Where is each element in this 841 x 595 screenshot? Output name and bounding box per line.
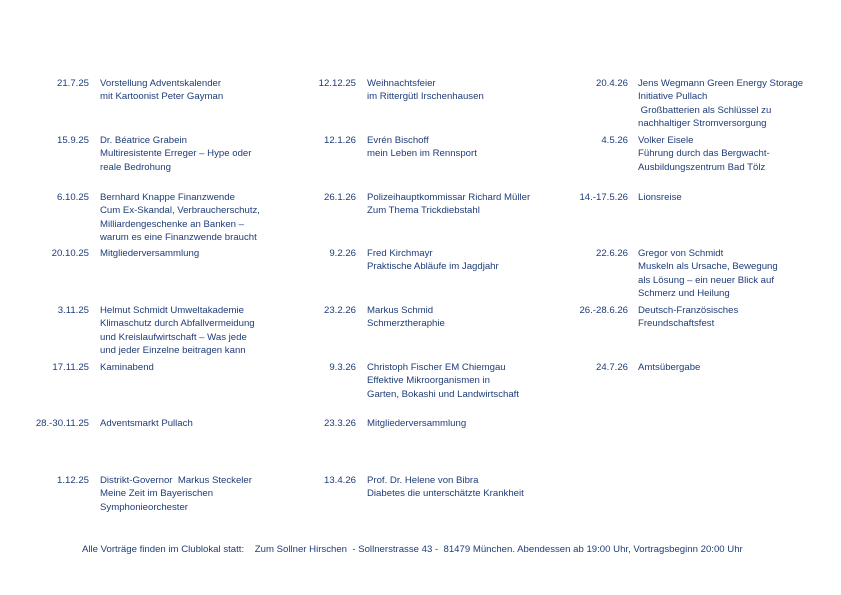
- event-date: 20.10.25: [51, 248, 89, 259]
- event-date: 17.11.25: [52, 362, 89, 373]
- event-date: 1.12.25: [56, 475, 89, 486]
- event-date: 3.11.25: [57, 305, 89, 316]
- event-date: 22.6.26: [595, 248, 628, 259]
- event-date: 13.4.26: [323, 475, 356, 486]
- event-date: 20.4.26: [595, 78, 628, 89]
- event-description: Markus Schmid Schmerztheraphie: [367, 305, 445, 330]
- event-description: Volker Eisele Führung durch das Bergwacht- Ausbildungszentrum Bad Tölz: [638, 135, 770, 173]
- event-date: 26.-28.6.26: [579, 305, 628, 316]
- event-description: Lionsreise: [638, 192, 682, 203]
- event-description: Bernhard Knappe Finanzwende Cum Ex-Skandal, Verbraucherschutz, Milliardengeschenke an Banken – warum es eine Finanzwende braucht: [100, 192, 260, 244]
- event-description: Jens Wegmann Green Energy Storage Initiative Pullach Großbatterien als Schlüssel zu nachhaltiger Stromversorgung: [638, 78, 804, 130]
- event-description: Adventsmarkt Pullach: [100, 418, 193, 429]
- event-description: Prof. Dr. Helene von Bibra Diabetes die unterschätzte Krankheit: [367, 475, 524, 500]
- event-description: Fred Kirchmayr Praktische Abläufe im Jagdjahr: [367, 248, 499, 273]
- event-description: Christoph Fischer EM Chiemgau Effektive Mikroorganismen in Garten, Bokashi und Landwirtschaft: [367, 362, 519, 400]
- event-description: Kaminabend: [100, 362, 154, 373]
- event-date: 9.2.26: [329, 248, 356, 259]
- event-date: 26.1.26: [323, 192, 356, 203]
- event-date: 23.2.26: [323, 305, 356, 316]
- event-description: Gregor von Schmidt Muskeln als Ursache, Bewegung als Lösung – ein neuer Blick auf Schmerz und Heilung: [638, 248, 778, 300]
- event-date: 15.9.25: [56, 135, 89, 146]
- event-date: 9.3.26: [329, 362, 356, 373]
- event-description: Helmut Schmidt Umweltakademie Klimaschutz durch Abfallvermeidung und Kreislaufwirtschaft – Was jede und jeder Einzelne beitragen kann: [100, 305, 255, 357]
- event-description: Vorstellung Adventskalender mit Kartoonist Peter Gayman: [100, 78, 224, 103]
- event-description: Dr. Béatrice Grabein Multiresistente Erreger – Hype oder reale Bedrohung: [100, 135, 252, 173]
- event-date: 28.-30.11.25: [35, 418, 89, 429]
- event-date: 12.1.26: [323, 135, 356, 146]
- event-date: 24.7.26: [595, 362, 628, 373]
- event-description: Mitgliederversammlung: [100, 248, 200, 259]
- event-description: Polizeihauptkommissar Richard Müller Zum Thema Trickdiebstahl: [367, 192, 531, 217]
- event-date: 6.10.25: [56, 192, 89, 203]
- event-date: 14.-17.5.26: [579, 192, 628, 203]
- event-description: Evrén Bischoff mein Leben im Rennsport: [367, 135, 477, 160]
- event-date: 4.5.26: [601, 135, 628, 146]
- event-description: Mitgliederversammlung: [367, 418, 467, 429]
- event-description: Distrikt-Governor Markus Steckeler Meine Zeit im Bayerischen Symphonieorchester: [100, 475, 252, 513]
- event-description: Weihnachtsfeier im Rittergütl Irschenhausen: [367, 78, 484, 103]
- event-date: 21.7.25: [56, 78, 89, 89]
- venue-footer-note: Alle Vorträge finden im Clublokal statt: Zum Sollner Hirschen - Sollnerstrasse 43 - 81479 München. Abendessen ab 19:00 Uhr, Vortragsbeginn 20:00 Uhr: [82, 544, 743, 555]
- event-description: Amtsübergabe: [638, 362, 701, 373]
- event-date: 12.12.25: [318, 78, 356, 89]
- event-description: Deutsch-Französisches Freundschaftsfest: [638, 305, 739, 330]
- event-date: 23.3.26: [323, 418, 356, 429]
